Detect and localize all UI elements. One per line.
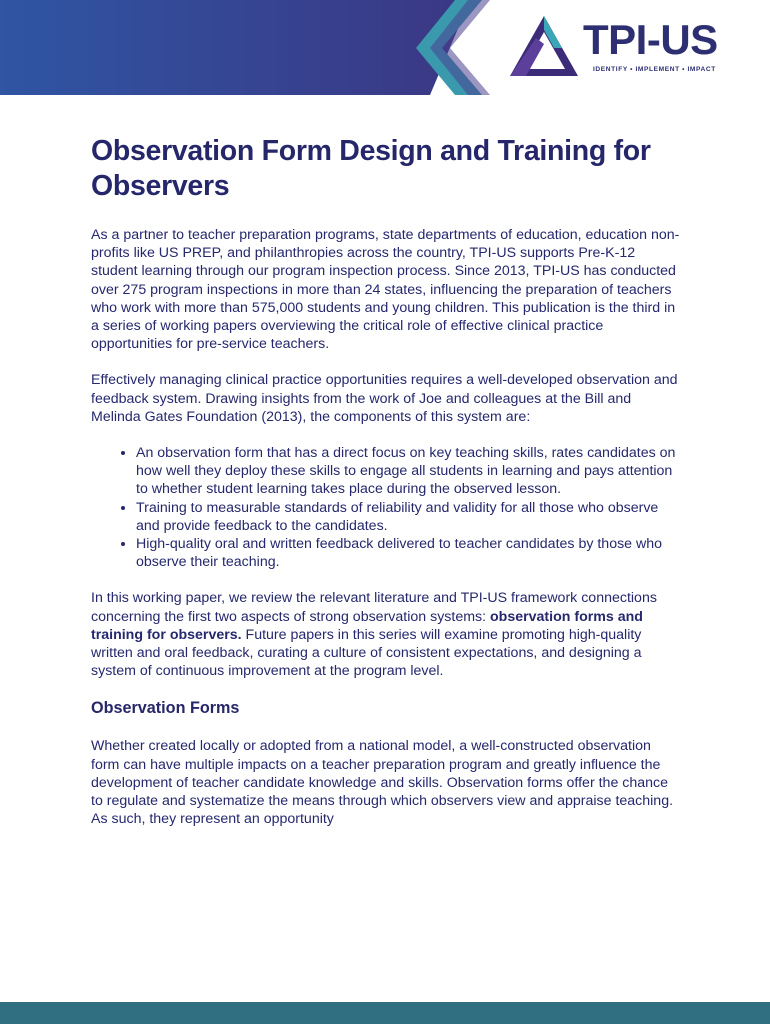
list-item: • High-quality oral and written feedback delivered to teacher candidates by those who observe their teaching. bbox=[136, 535, 681, 571]
logo-wordmark: TPI-US bbox=[583, 16, 718, 63]
triangle-logo-icon bbox=[508, 14, 580, 80]
logo-tagline: IDENTIFY • IMPLEMENT • IMPACT bbox=[593, 66, 716, 73]
list-item: • Training to measurable standards of reliability and validity for all those who observe and provide feedback to the candidates. bbox=[136, 499, 681, 535]
intro-paragraph: As a partner to teacher preparation programs, state departments of education, education non-profits like US PREP, and philanthropies across the country, TPI-US supports Pre-K-12 student learning through our program inspection process. Since 2013, TPI-US has conducted over 275 program inspections in more than 24 states, influencing the preparation of teachers who work with more than 575,000 students and young children. This publication is the third in a series of working papers overviewing the critical role of effective clinical practice opportunities for pre-service teachers. bbox=[91, 227, 680, 353]
working-paper-paragraph bbox=[91, 589, 681, 680]
working-paper-lead: In this working paper, we review the relevant literature and TPI-US framework connections concerning the first two aspects of strong observation systems: bbox=[91, 590, 657, 625]
working-paper-rest: Future papers in this series will examine promoting high-quality written and oral feedback, curating a culture of consistent expectations, and designing a system of continuous improvement at the program level. bbox=[91, 626, 642, 680]
components-paragraph: Effectively managing clinical practice opportunities requires a well-developed observation and feedback system. Drawing insights from the work of Joe and colleagues at the Bill and Melinda Gates Foundation (2013), the components of this system are: bbox=[91, 372, 678, 425]
footer-band bbox=[0, 1002, 770, 1024]
components-list bbox=[91, 444, 681, 571]
tpi-us-logo bbox=[508, 14, 733, 80]
list-item: • An observation form that has a direct focus on key teaching skills, rates candidates on how well they deploy these skills to engage all students in learning and pays attention to whether student learning takes place during the observed lesson. bbox=[136, 444, 681, 499]
section-heading: Observation Forms bbox=[91, 699, 240, 718]
working-paper-emphasis: observation forms and training for observers. bbox=[91, 608, 643, 643]
document-body bbox=[91, 134, 681, 828]
section-paragraph: Whether created locally or adopted from a national model, a well-constructed observation form can have multiple impacts on a teacher preparation program and greatly influence the development of teacher candidate knowledge and skills. Observation forms offer the chance to regulate and systematize the means through which observers view and appraise teaching. As such, they represent an opportunity bbox=[91, 738, 674, 828]
page-title: Observation Form Design and Training for Observers bbox=[91, 135, 651, 202]
